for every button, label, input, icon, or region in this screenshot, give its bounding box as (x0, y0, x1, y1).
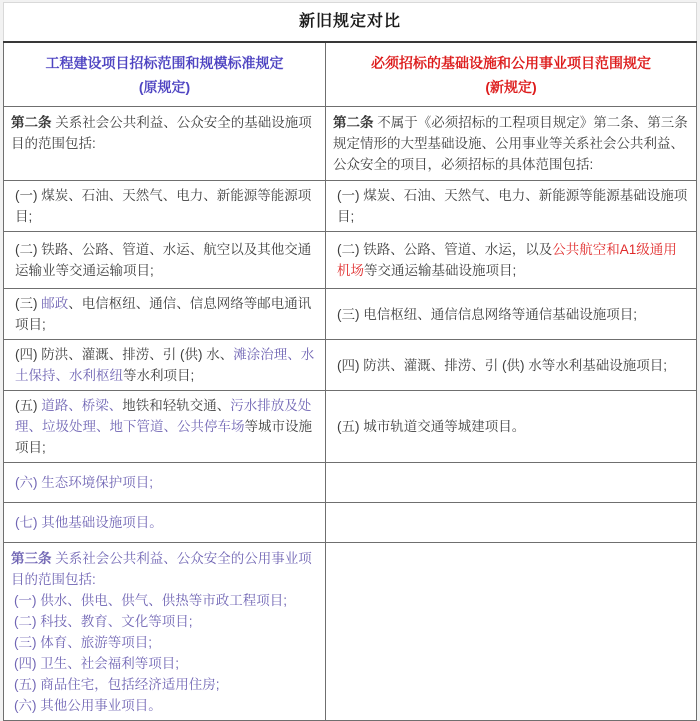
cell-old-article3-utilities: 第三条 关系社会公共利益、公众安全的公用事业项目的范围包括: (一) 供水、供电、供气、供热等市政工程项目; (二) 科技、教育、文化等项目; (三) 体育、旅游等项目; (四) 卫生、社会福利等项目; (五) 商品住宅，包括经济适用住房; (六) 其他公用事业项目。 (4, 543, 326, 721)
header-old-subtitle: (原规定) (138, 78, 191, 95)
cell-old-article2-intro: 第二条 关系社会公共利益、公众安全的基础设施项目的范围包括: (4, 107, 326, 181)
cell-old-item2-transport: (二) 铁路、公路、管道、水运、航空以及其他交通运输业等交通运输项目; (4, 232, 326, 289)
cell-old-item3-telecom: (三) 邮政、电信枢纽、通信、信息网络等邮电通讯项目; (4, 289, 326, 340)
cell-old-item5-urban: (五) 道路、桥梁、地铁和轻轨交通、污水排放及处理、垃圾处理、地下管道、公共停车场等城市设施项目; (4, 391, 326, 463)
cell-old-item1-energy: (一) 煤炭、石油、天然气、电力、新能源等能源项目; (4, 181, 326, 232)
table-row-item4-water (4, 340, 697, 391)
cell-new-item1-energy: (一) 煤炭、石油、天然气、电力、新能源等能源基础设施项目; (326, 181, 697, 232)
cell-new-item6-empty (326, 463, 697, 503)
header-new-regulation (326, 42, 697, 107)
table-row-item5-urban (4, 391, 697, 463)
cell-new-item5-urban: (五) 城市轨道交通等城建项目。 (326, 391, 697, 463)
page-title: 新旧规定对比 (3, 2, 697, 41)
cell-new-article2-intro: 第二条 不属于《必须招标的工程项目规定》第二条、第三条规定情形的大型基础设施、公用事业等关系社会公共利益、公众安全的项目，必须招标的具体范围包括: (326, 107, 697, 181)
cell-new-item2-transport: (二) 铁路、公路、管道、水运，以及公共航空和A1级通用机场等交通运输基础设施项目; (326, 232, 697, 289)
regulation-comparison-page (3, 2, 697, 721)
table-row-item3-telecom (4, 289, 697, 340)
cell-new-article3-empty (326, 543, 697, 721)
cell-new-item4-water: (四) 防洪、灌溉、排涝、引 (供) 水等水利基础设施项目; (326, 340, 697, 391)
table-row-article2-intro (4, 107, 697, 181)
table-row-item6-ecology (4, 463, 697, 503)
cell-old-item7-other: (七) 其他基础设施项目。 (4, 503, 326, 543)
table-header-row (4, 42, 697, 107)
header-old-regulation (4, 42, 326, 107)
cell-new-item7-empty (326, 503, 697, 543)
table-row-item1-energy (4, 181, 697, 232)
header-new-title: 必须招标的基础设施和公用事业项目范围规定 (371, 54, 651, 71)
table-row-item2-transport (4, 232, 697, 289)
table-row-article3-utilities (4, 543, 697, 721)
table-row-item7-other (4, 503, 697, 543)
header-old-title: 工程建设项目招标范围和规模标准规定 (45, 54, 284, 71)
header-new-subtitle: (新规定) (485, 78, 537, 95)
cell-old-item4-water: (四) 防洪、灌溉、排涝、引 (供) 水、滩涂治理、水土保持、水利枢纽等水利项目; (4, 340, 326, 391)
comparison-table (3, 41, 697, 721)
cell-new-item3-telecom: (三) 电信枢纽、通信信息网络等通信基础设施项目; (326, 289, 697, 340)
cell-old-item6-ecology: (六) 生态环境保护项目; (4, 463, 326, 503)
